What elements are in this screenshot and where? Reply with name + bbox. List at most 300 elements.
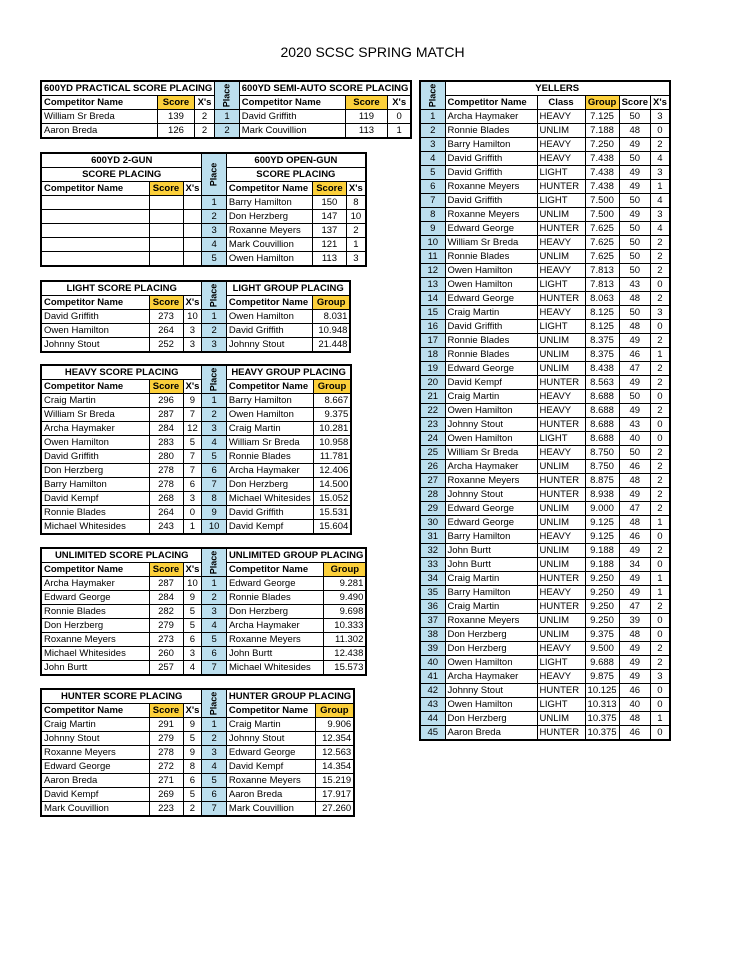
competitor-name: Edward George [41, 760, 149, 774]
col-xs: X's [183, 704, 202, 718]
x-count: 3 [346, 252, 365, 267]
col-competitor: Competitor Name [41, 563, 149, 577]
x-count: 2 [651, 334, 670, 348]
twogun-opengun-block [40, 152, 367, 267]
competitor-name: Don Herzberg [445, 642, 537, 656]
score-value: 49 [619, 488, 650, 502]
x-count: 1 [651, 348, 670, 362]
score-value: 34 [619, 558, 650, 572]
competitor-name: Johnny Stout [41, 338, 149, 353]
x-count: 2 [651, 362, 670, 376]
place-number: 45 [420, 726, 445, 741]
table-row [41, 577, 366, 591]
competitor-name: David Kempf [41, 788, 149, 802]
col-competitor: Competitor Name [41, 296, 149, 310]
place-number: 4 [202, 760, 227, 774]
x-count: 3 [183, 492, 202, 506]
competitor-name: David Griffith [239, 110, 345, 124]
place-number: 7 [420, 194, 445, 208]
place-header: Place [215, 81, 240, 110]
table-row [41, 548, 366, 563]
competitor-name: Aaron Breda [41, 774, 149, 788]
x-count: 2 [651, 376, 670, 390]
score-value: 50 [619, 264, 650, 278]
col-xs: X's [651, 96, 670, 110]
x-count: 0 [651, 390, 670, 404]
place-header: Place [202, 548, 227, 577]
x-count: 2 [651, 138, 670, 152]
place-number: 4 [202, 619, 227, 633]
place-number: 16 [420, 320, 445, 334]
score-value: 50 [619, 194, 650, 208]
table-row [420, 320, 670, 334]
place-number: 11 [420, 250, 445, 264]
empty-cell [149, 224, 183, 238]
class-value: HUNTER [537, 488, 585, 502]
score-value: 150 [312, 196, 346, 210]
x-count: 1 [651, 712, 670, 726]
group-size: 15.219 [315, 774, 354, 788]
table-row [41, 110, 411, 124]
group-size: 9.375 [585, 628, 619, 642]
col-competitor: Competitor Name [226, 296, 312, 310]
table-row [420, 712, 670, 726]
table-row [420, 348, 670, 362]
yellers-block [419, 80, 671, 741]
table-row [420, 236, 670, 250]
col-score: Score [345, 96, 387, 110]
semiauto-title: 600YD SEMI-AUTO SCORE PLACING [239, 81, 411, 96]
competitor-name: Edward George [226, 577, 323, 591]
table-row [420, 180, 670, 194]
score-value: 49 [619, 404, 650, 418]
score-value: 48 [619, 516, 650, 530]
place-number: 3 [202, 746, 227, 760]
group-size: 11.302 [324, 633, 367, 647]
table-row [420, 306, 670, 320]
score-value: 46 [619, 348, 650, 362]
hunter-group-title: HUNTER GROUP PLACING [226, 689, 354, 704]
score-value: 48 [619, 320, 650, 334]
x-count: 0 [651, 558, 670, 572]
competitor-name: David Griffith [445, 166, 537, 180]
x-count: 2 [651, 502, 670, 516]
group-size: 9.250 [585, 572, 619, 586]
table-row [420, 726, 670, 741]
score-value: 49 [619, 670, 650, 684]
competitor-name: Owen Hamilton [445, 404, 537, 418]
group-size: 9.500 [585, 642, 619, 656]
competitor-name: Ronnie Blades [41, 605, 149, 619]
place-number: 7 [202, 802, 227, 817]
competitor-name: Michael Whitesides [226, 661, 323, 676]
x-count: 2 [346, 224, 365, 238]
score-value: 137 [312, 224, 346, 238]
score-value: 49 [619, 376, 650, 390]
x-count: 4 [183, 661, 202, 676]
score-value: 260 [149, 647, 183, 661]
place-number: 14 [420, 292, 445, 306]
score-value: 50 [619, 236, 650, 250]
hunter-score-title: HUNTER SCORE PLACING [41, 689, 202, 704]
competitor-name: Owen Hamilton [445, 264, 537, 278]
x-count: 2 [651, 236, 670, 250]
group-size: 8.688 [585, 432, 619, 446]
score-value: 48 [619, 628, 650, 642]
group-size: 9.906 [315, 718, 354, 732]
group-size: 9.281 [324, 577, 367, 591]
class-value: LIGHT [537, 194, 585, 208]
col-competitor: Competitor Name [41, 182, 149, 196]
place-number: 3 [202, 338, 227, 353]
x-count: 2 [651, 250, 670, 264]
score-value: 257 [149, 661, 183, 676]
col-group: Group [312, 296, 350, 310]
score-value: 48 [619, 474, 650, 488]
class-value: UNLIM [537, 334, 585, 348]
score-value: 223 [149, 802, 183, 817]
class-value: UNLIM [537, 362, 585, 376]
x-count: 2 [651, 656, 670, 670]
competitor-name: Edward George [226, 746, 315, 760]
score-value: 287 [149, 408, 183, 422]
place-number: 5 [202, 450, 227, 464]
x-count: 6 [183, 774, 202, 788]
place-number: 2 [202, 591, 227, 605]
table-row [420, 502, 670, 516]
competitor-name: Barry Hamilton [445, 530, 537, 544]
table-row [420, 628, 670, 642]
table-row [41, 324, 350, 338]
competitor-name: Barry Hamilton [445, 586, 537, 600]
place-number: 4 [202, 238, 227, 252]
score-value: 296 [149, 394, 183, 408]
competitor-name: Roxanne Meyers [445, 180, 537, 194]
place-number: 21 [420, 390, 445, 404]
place-number: 7 [202, 478, 227, 492]
x-count: 0 [651, 124, 670, 138]
group-size: 7.813 [585, 264, 619, 278]
page-title: 2020 SCSC SPRING MATCH [280, 44, 465, 60]
twogun-title-2: SCORE PLACING [41, 168, 202, 182]
competitor-name: John Burtt [445, 544, 537, 558]
group-size: 9.698 [324, 605, 367, 619]
group-size: 10.958 [313, 436, 351, 450]
group-size: 7.250 [585, 138, 619, 152]
class-value: HUNTER [537, 572, 585, 586]
table-row [41, 506, 351, 520]
light-group-title: LIGHT GROUP PLACING [226, 281, 350, 296]
x-count: 0 [651, 614, 670, 628]
empty-cell [41, 224, 149, 238]
class-value: UNLIM [537, 544, 585, 558]
x-count: 9 [183, 746, 202, 760]
score-value: 268 [149, 492, 183, 506]
x-count: 7 [183, 408, 202, 422]
x-count: 1 [651, 586, 670, 600]
heavy-block [40, 364, 352, 535]
group-size: 9.375 [313, 408, 351, 422]
score-value: 113 [312, 252, 346, 267]
table-row [420, 572, 670, 586]
empty-cell [41, 238, 149, 252]
class-value: HUNTER [537, 292, 585, 306]
competitor-name: Owen Hamilton [41, 324, 149, 338]
competitor-name: Don Herzberg [445, 628, 537, 642]
score-value: 50 [619, 390, 650, 404]
place-number: 9 [420, 222, 445, 236]
group-size: 9.875 [585, 670, 619, 684]
x-count: 4 [651, 194, 670, 208]
table-row [420, 110, 670, 124]
table-row [420, 390, 670, 404]
place-number: 2 [215, 124, 240, 139]
competitor-name: Archa Haymaker [445, 110, 537, 124]
competitor-name: John Burtt [445, 558, 537, 572]
practical-title: 600YD PRACTICAL SCORE PLACING [41, 81, 215, 96]
x-count: 6 [183, 633, 202, 647]
table-row [41, 633, 366, 647]
col-group: Group [315, 704, 354, 718]
competitor-name: Johnny Stout [445, 418, 537, 432]
score-value: 282 [149, 605, 183, 619]
group-size: 14.354 [315, 760, 354, 774]
score-value: 49 [619, 334, 650, 348]
table-row [420, 138, 670, 152]
x-count: 3 [651, 670, 670, 684]
competitor-name: Mark Couvillion [226, 802, 315, 817]
class-value: HEAVY [537, 670, 585, 684]
x-count: 4 [651, 222, 670, 236]
competitor-name: David Griffith [226, 506, 313, 520]
group-size: 7.438 [585, 152, 619, 166]
competitor-name: John Burtt [41, 661, 149, 676]
col-group: Group [585, 96, 619, 110]
place-number: 40 [420, 656, 445, 670]
group-size: 8.375 [585, 348, 619, 362]
class-value: LIGHT [537, 166, 585, 180]
x-count: 0 [651, 418, 670, 432]
place-number: 2 [202, 732, 227, 746]
competitor-name: Barry Hamilton [41, 478, 149, 492]
competitor-name: Johnny Stout [226, 732, 315, 746]
class-value: UNLIM [537, 614, 585, 628]
score-value: 47 [619, 362, 650, 376]
competitor-name: Edward George [445, 362, 537, 376]
place-number: 2 [420, 124, 445, 138]
competitor-name: David Griffith [41, 450, 149, 464]
competitor-name: Craig Martin [41, 394, 149, 408]
score-value: 46 [619, 460, 650, 474]
score-value: 46 [619, 726, 650, 741]
place-number: 17 [420, 334, 445, 348]
col-score: Score [149, 182, 183, 196]
place-number: 26 [420, 460, 445, 474]
score-value: 279 [149, 619, 183, 633]
competitor-name: David Kempf [226, 520, 313, 535]
x-count: 0 [651, 530, 670, 544]
class-value: HEAVY [537, 530, 585, 544]
competitor-name: David Kempf [445, 376, 537, 390]
col-competitor: Competitor Name [226, 563, 323, 577]
score-value: 284 [149, 591, 183, 605]
class-value: HEAVY [537, 138, 585, 152]
light-score-title: LIGHT SCORE PLACING [41, 281, 202, 296]
score-value: 49 [619, 180, 650, 194]
table-row [420, 474, 670, 488]
group-size: 15.052 [313, 492, 351, 506]
score-value: 43 [619, 278, 650, 292]
table-row [420, 292, 670, 306]
place-number: 3 [202, 422, 227, 436]
competitor-name: Johnny Stout [41, 732, 149, 746]
competitor-name: Don Herzberg [226, 478, 313, 492]
table-row [41, 802, 354, 817]
competitor-name: Roxanne Meyers [41, 633, 149, 647]
x-count: 5 [183, 788, 202, 802]
group-size: 8.688 [585, 404, 619, 418]
group-size: 14.500 [313, 478, 351, 492]
competitor-name: Edward George [445, 222, 537, 236]
place-number: 7 [202, 661, 227, 676]
score-value: 40 [619, 432, 650, 446]
group-size: 12.563 [315, 746, 354, 760]
group-size: 8.438 [585, 362, 619, 376]
score-value: 50 [619, 152, 650, 166]
col-competitor: Competitor Name [41, 96, 158, 110]
competitor-name: David Kempf [41, 492, 149, 506]
class-value: UNLIM [537, 628, 585, 642]
place-number: 4 [202, 436, 227, 450]
place-number: 6 [420, 180, 445, 194]
x-count: 0 [183, 506, 202, 520]
table-row [41, 647, 366, 661]
group-size: 15.604 [313, 520, 351, 535]
table-row [41, 196, 366, 210]
score-value: 269 [149, 788, 183, 802]
table-row [41, 760, 354, 774]
competitor-name: Ronnie Blades [445, 250, 537, 264]
place-number: 38 [420, 628, 445, 642]
table-row [41, 704, 354, 718]
score-value: 119 [345, 110, 387, 124]
group-size: 8.125 [585, 306, 619, 320]
place-number: 5 [202, 252, 227, 267]
place-number: 9 [202, 506, 227, 520]
group-size: 9.490 [324, 591, 367, 605]
class-value: HEAVY [537, 446, 585, 460]
place-header: Place [202, 153, 227, 196]
place-number: 27 [420, 474, 445, 488]
score-value: 273 [149, 633, 183, 647]
competitor-name: David Griffith [226, 324, 312, 338]
score-value: 126 [158, 124, 195, 139]
group-size: 11.781 [313, 450, 351, 464]
group-size: 7.625 [585, 250, 619, 264]
group-size: 8.031 [312, 310, 350, 324]
x-count: 0 [651, 726, 670, 741]
competitor-name: Ronnie Blades [226, 591, 323, 605]
score-value: 273 [149, 310, 183, 324]
competitor-name: Craig Martin [445, 306, 537, 320]
score-value: 50 [619, 110, 650, 124]
x-count: 3 [651, 166, 670, 180]
class-value: HEAVY [537, 236, 585, 250]
col-score: Score [149, 563, 183, 577]
competitor-name: William Sr Breda [41, 110, 158, 124]
place-number: 3 [202, 605, 227, 619]
col-xs: X's [183, 296, 202, 310]
empty-cell [183, 238, 202, 252]
class-value: UNLIM [537, 250, 585, 264]
competitor-name: Roxanne Meyers [41, 746, 149, 760]
competitor-name: Barry Hamilton [226, 196, 312, 210]
place-number: 1 [215, 110, 240, 124]
place-number: 33 [420, 558, 445, 572]
place-number: 1 [202, 310, 227, 324]
x-count: 5 [183, 436, 202, 450]
place-number: 18 [420, 348, 445, 362]
competitor-name: Archa Haymaker [445, 670, 537, 684]
table-row [420, 166, 670, 180]
place-number: 5 [420, 166, 445, 180]
place-header: Place [420, 81, 445, 110]
col-score: Score [619, 96, 650, 110]
competitor-name: Roxanne Meyers [226, 774, 315, 788]
table-row [41, 478, 351, 492]
x-count: 2 [651, 446, 670, 460]
group-size: 10.281 [313, 422, 351, 436]
table-row [420, 600, 670, 614]
group-size: 10.313 [585, 698, 619, 712]
competitor-name: William Sr Breda [445, 236, 537, 250]
table-row [420, 446, 670, 460]
x-count: 2 [194, 110, 214, 124]
table-row [41, 591, 366, 605]
table-row [41, 252, 366, 267]
place-number: 28 [420, 488, 445, 502]
group-size: 15.573 [324, 661, 367, 676]
competitor-name: William Sr Breda [226, 436, 313, 450]
score-value: 264 [149, 324, 183, 338]
col-competitor: Competitor Name [226, 182, 312, 196]
place-number: 1 [202, 718, 227, 732]
x-count: 0 [651, 432, 670, 446]
empty-cell [149, 252, 183, 267]
group-size: 10.375 [585, 726, 619, 741]
table-row [41, 450, 351, 464]
competitor-name: Don Herzberg [226, 605, 323, 619]
col-score: Score [149, 704, 183, 718]
competitor-name: Johnny Stout [226, 338, 312, 353]
col-competitor: Competitor Name [41, 380, 149, 394]
table-row [420, 642, 670, 656]
table-row [41, 718, 354, 732]
col-xs: X's [183, 182, 202, 196]
competitor-name: Owen Hamilton [226, 252, 312, 267]
competitor-name: William Sr Breda [445, 446, 537, 460]
place-number: 23 [420, 418, 445, 432]
unlimited-group-title: UNLIMITED GROUP PLACING [226, 548, 366, 563]
table-row [420, 670, 670, 684]
group-size: 9.000 [585, 502, 619, 516]
score-value: 46 [619, 530, 650, 544]
col-class: Class [537, 96, 585, 110]
competitor-name: Owen Hamilton [445, 698, 537, 712]
empty-cell [41, 210, 149, 224]
competitor-name: David Griffith [445, 152, 537, 166]
competitor-name: Ronnie Blades [226, 450, 313, 464]
